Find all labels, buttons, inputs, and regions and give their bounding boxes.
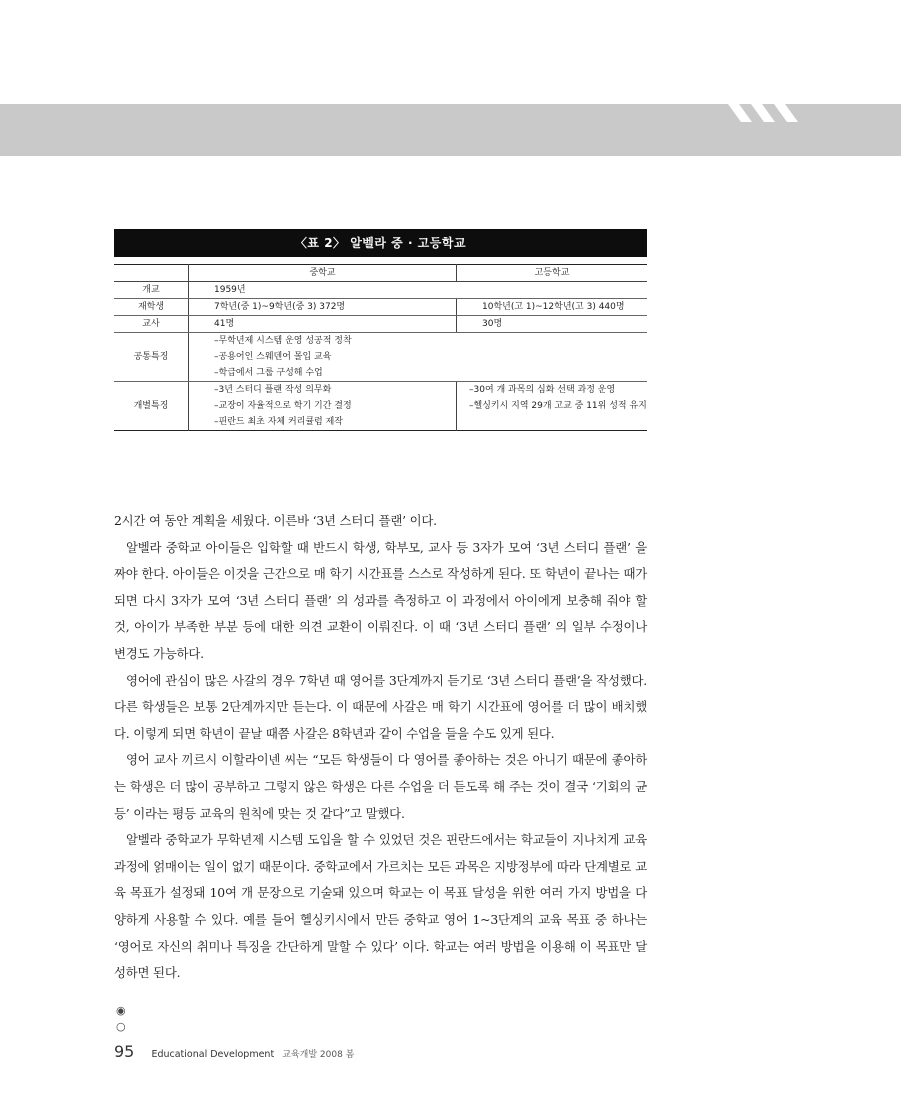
list-item: –무학년제 시스템 운영 성공적 정착 <box>214 336 352 346</box>
table-row-founding <box>114 282 647 299</box>
table-row-students <box>114 299 647 316</box>
teachers-high: 30명 <box>457 316 648 333</box>
students-high: 10학년(고 1)~12학년(고 3) 440명 <box>457 299 648 316</box>
row-label: 개별특징 <box>114 382 189 431</box>
journal-name: Educational Development <box>151 1049 275 1060</box>
paragraph: 영어에 관심이 많은 사갈의 경우 7학년 때 영어를 3단계까지 듣기로 ‘3년 스터디 플랜’을 작성했다. 다른 학생들은 보통 2단계까지만 듣는다. 이 때문에 사갈은 매 학기 시간표에 영어를 더 많이 배치했다. 이렇게 되면 학년이 끝날 때쯤 사갈은 8학년과 같이 수업을 들을 수도 있게 된다. <box>114 672 647 741</box>
filled-circle-icon: ◉ <box>116 1004 126 1017</box>
footer-bullets <box>116 1003 126 1035</box>
paragraph: 영어 교사 끼르시 이할라이넨 씨는 “모든 학생들이 다 영어를 좋아하는 것은 아니기 때문에 좋아하는 학생은 더 많이 공부하고 그렇지 않은 학생은 다른 수업을 더 듣도록 해 주는 것이 결국 ‘기회의 균등’ 이라는 평등 교육의 원칙에 맞는 것 같다”고 말했다. <box>114 752 647 821</box>
row-label: 공통특징 <box>114 333 189 382</box>
paragraph: 알벨라 중학교 아이들은 입학할 때 반드시 학생, 학부모, 교사 등 3자가 모여 ‘3년 스터디 플랜’ 을 짜야 한다. 아이들은 이것을 근간으로 매 학기 시간표를 스스로 작성하게 된다. 또 학년이 끝나는 때가 되면 다시 3자가 모여 ‘3년 스터디 플랜’ 의 성과를 측정하고 이 과정에서 아이에게 보충해 줘야 할 것, 아이가 부족한 부분 등에 대한 의견 교환이 이뤄진다. 이 때 ‘3년 스터디 플랜’ 의 일부 수정이나 변경도 가능하다. <box>114 539 647 661</box>
article-body <box>114 508 647 987</box>
list-item: –30여 개 과목의 심화 선택 과정 운영 <box>469 385 616 395</box>
students-middle: 7학년(중 1)~9학년(중 3) 372명 <box>189 299 457 316</box>
founding-year: 1959년 <box>189 282 648 299</box>
header-cell-blank <box>114 265 189 282</box>
paragraph: 알벨라 중학교가 무학년제 시스템 도입을 할 수 있었던 것은 핀란드에서는 학교들이 지나치게 교육과정에 얽매이는 일이 없기 때문이다. 중학교에서 가르치는 모든 과목은 지방정부에 따라 단계별로 교육 목표가 설정돼 10여 개 문장으로 기술돼 있으며 학교는 이 목표 달성을 위한 여러 가지 방법을 다양하게 사용할 수 있다. 예를 들어 헬싱키시에서 만든 중학교 영어 1~3단계의 교육 목표 중 하나는 ‘영어로 자신의 취미나 특징을 간단하게 말할 수 있다’ 이다. 학교는 여러 방법을 이용해 이 목표만 달성하면 된다. <box>114 832 647 981</box>
teachers-middle: 41명 <box>189 316 457 333</box>
individual-features-middle <box>189 382 457 431</box>
list-item: –헬싱키시 지역 29개 고교 중 11위 성적 유지 <box>469 401 647 411</box>
paragraph: 2시간 여 동안 계획을 세웠다. 이른바 ‘3년 스터디 플랜’ 이다. <box>114 513 437 528</box>
table-row-teachers <box>114 316 647 333</box>
list-item: –학급에서 그룹 구성해 수업 <box>214 368 323 378</box>
table-header-row <box>114 265 647 282</box>
header-cell-middle-school: 중학교 <box>189 265 457 282</box>
list-item: –핀란드 최초 자체 커리큘럼 제작 <box>214 417 343 427</box>
table-grid <box>114 264 647 431</box>
list-item: –3년 스터디 플랜 작성 의무화 <box>214 385 332 395</box>
individual-features-high <box>457 382 648 431</box>
empty-circle-icon: ○ <box>116 1020 126 1033</box>
header-cell-high-school: 고등학교 <box>457 265 648 282</box>
list-item: –교장이 자율적으로 학기 기간 결정 <box>214 401 352 411</box>
table-row-individual-features <box>114 382 647 431</box>
row-label: 교사 <box>114 316 189 333</box>
header-stripes-decoration <box>728 104 808 126</box>
common-features-list <box>189 333 648 382</box>
page-number: 95 <box>114 1042 135 1061</box>
page-footer <box>114 1042 354 1061</box>
list-item: –공용어인 스웨덴어 몰입 교육 <box>214 352 332 362</box>
row-label: 재학생 <box>114 299 189 316</box>
table-title: 〈표 2〉 알벨라 중 · 고등학교 <box>114 229 647 257</box>
table-row-common-features <box>114 333 647 382</box>
row-label: 개교 <box>114 282 189 299</box>
journal-issue: 교육개발 2008 봄 <box>282 1050 355 1060</box>
school-comparison-table <box>114 229 647 431</box>
